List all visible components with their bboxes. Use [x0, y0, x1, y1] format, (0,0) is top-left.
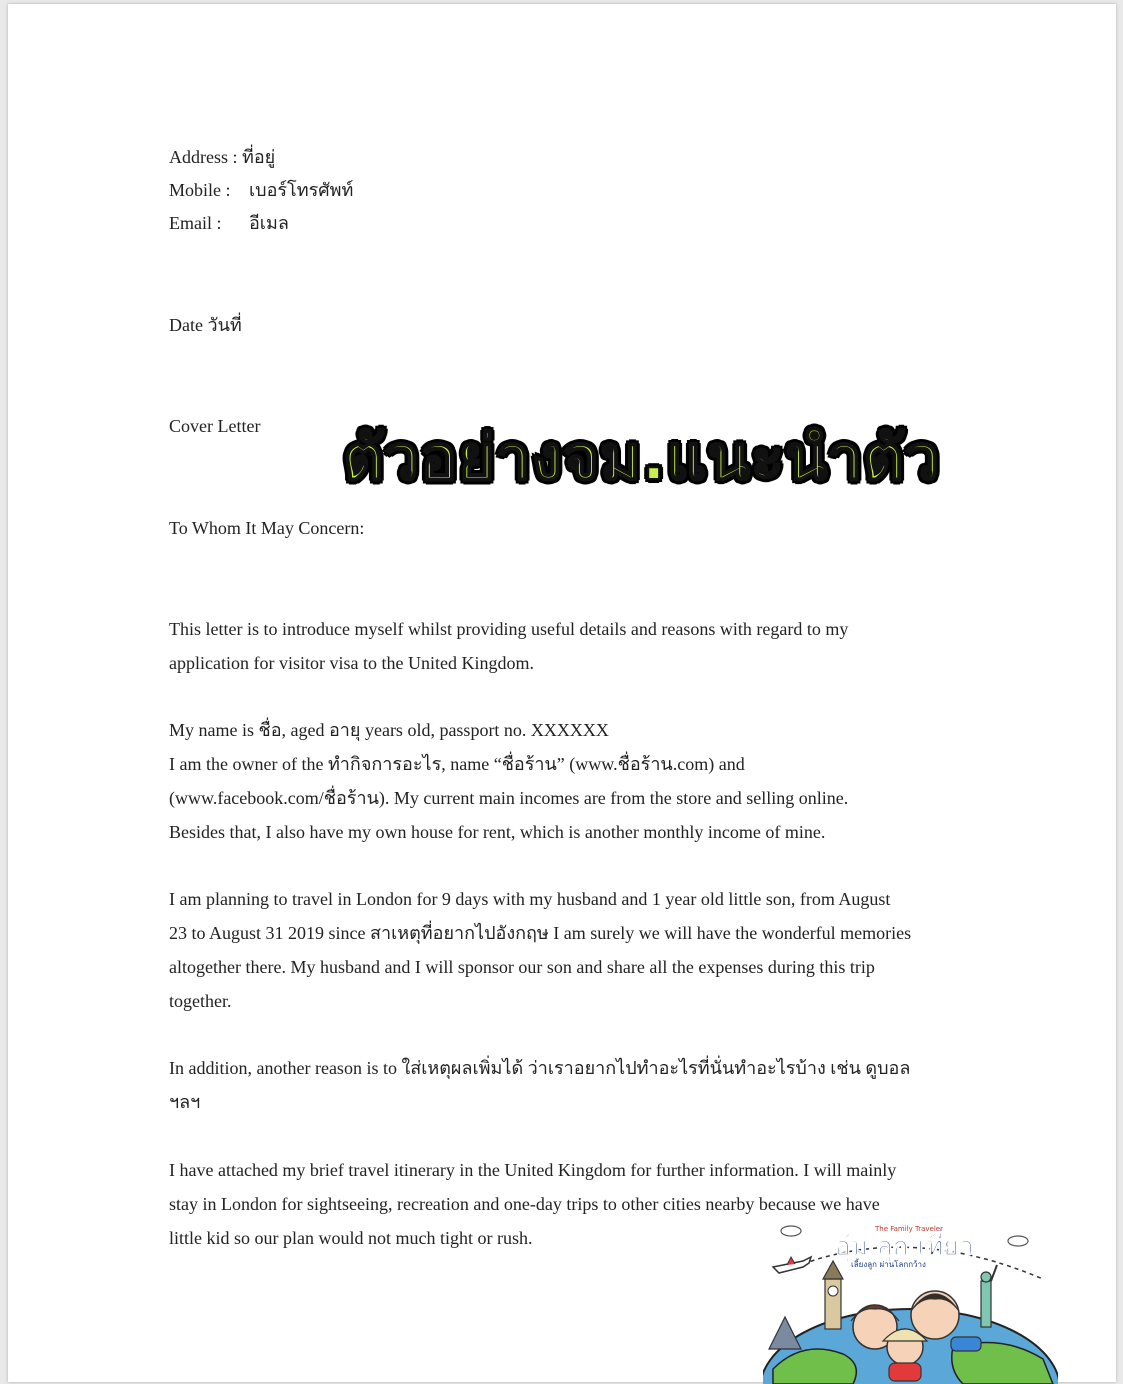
logo-tagline-bottom: เลี้ยงลูก ผ่านโลกกว้าง — [851, 1260, 926, 1269]
airplane-icon — [773, 1257, 811, 1273]
mobile-line — [169, 179, 353, 201]
mobile-value: เบอร์โทรศัพท์ — [249, 180, 354, 200]
email-line — [169, 212, 289, 234]
paragraph-line: (www.facebook.com/ชื่อร้าน). My current main incomes are from the store and selling online. — [169, 788, 849, 808]
paragraph-line: altogether there. My husband and I will sponsor our son and share all the expenses during this trip — [169, 957, 875, 977]
paragraph-line: stay in London for sightseeing, recreation and one-day trips to other cities nearby because we have — [169, 1194, 880, 1214]
paragraph-line: little kid so our plan would not much tight or rush. — [169, 1228, 533, 1248]
subject-line: Cover Letter — [169, 416, 261, 436]
paragraph-line: I have attached my brief travel itinerary in the United Kingdom for further information. I will mainly — [169, 1160, 897, 1180]
paragraph-line: I am planning to travel in London for 9 days with my husband and 1 year old little son, from August — [169, 889, 891, 909]
paragraph-intro — [169, 612, 969, 680]
overlay-title: ตัวอย่างจม.แนะนำตัว — [343, 421, 941, 494]
logo-tagline-top: The Family Traveler — [875, 1225, 943, 1233]
salutation: To Whom It May Concern: — [169, 518, 365, 538]
email-label: Email : — [169, 213, 222, 233]
paragraph-travel-plan — [169, 882, 969, 1018]
mobile-label: Mobile : — [169, 180, 231, 200]
paragraph-line: My name is ชื่อ, aged อายุ years old, passport no. XXXXXX — [169, 720, 609, 740]
paragraph-reason — [169, 1051, 969, 1119]
paragraph-line: In addition, another reason is to ใส่เหตุผลเพิ่มได้ ว่าเราอยากไปทำอะไรที่นั่นทำอะไรบ้าง เช่น ดูบอล — [169, 1058, 911, 1078]
document-page — [8, 4, 1116, 1382]
big-ben-icon — [823, 1261, 843, 1329]
address-label: Address : — [169, 147, 238, 167]
cloud-icon — [1008, 1236, 1028, 1246]
brand-logo — [763, 1219, 1058, 1384]
paragraph-line: Besides that, I also have my own house for rent, which is another monthly income of mine. — [169, 822, 826, 842]
cloud-icon — [781, 1226, 801, 1236]
paragraph-line: 23 to August 31 2019 since สาเหตุที่อยากไปอังกฤษ I am surely we will have the wonderful memories — [169, 923, 912, 943]
paragraph-line: ฯลฯ — [169, 1092, 201, 1112]
date-line: Date วันที่ — [169, 315, 242, 335]
paragraph-identity — [169, 713, 969, 849]
paragraph-line: This letter is to introduce myself whilst providing useful details and reasons with regard to my — [169, 619, 849, 639]
paragraph-line: application for visitor visa to the United Kingdom. — [169, 653, 534, 673]
statue-of-liberty-icon — [981, 1265, 997, 1327]
address-value: ที่อยู่ — [242, 147, 276, 167]
mountain-icon — [769, 1317, 801, 1349]
address-line — [169, 146, 275, 168]
email-value: อีเมล — [249, 213, 289, 233]
logo-name: อุ้ม ลูก เที่ยว — [835, 1232, 974, 1262]
paragraph-line: I am the owner of the ทำกิจการอะไร, name “ชื่อร้าน” (www.ชื่อร้าน.com) and — [169, 754, 745, 774]
paragraph-line: together. — [169, 991, 232, 1011]
